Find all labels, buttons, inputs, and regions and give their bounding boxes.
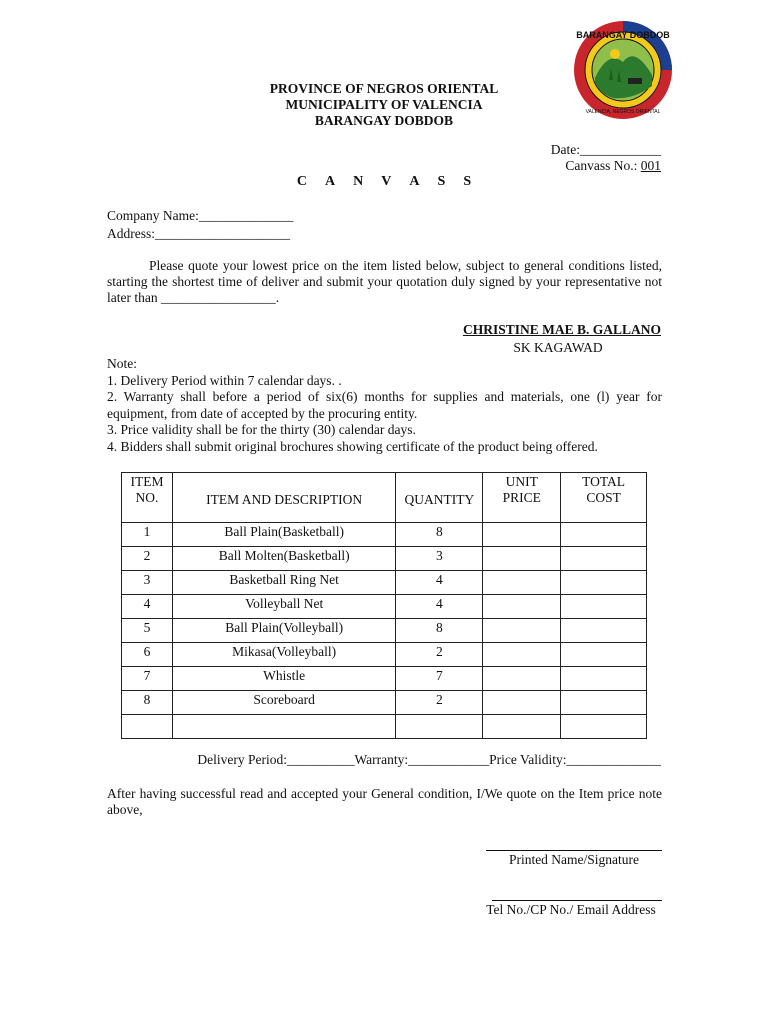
cell-no: 8 — [122, 691, 173, 715]
cell-description: Mikasa(Volleyball) — [172, 643, 395, 667]
seal-top-text: BARANGAY DOBDOB — [576, 30, 670, 40]
cell-quantity: 2 — [396, 643, 483, 667]
header-description: ITEM AND DESCRIPTION — [172, 473, 395, 523]
cell-quantity: 8 — [396, 619, 483, 643]
cell-unit-price — [483, 715, 561, 739]
cell-unit-price — [483, 595, 561, 619]
header-text: PRICE — [502, 490, 541, 505]
cell-quantity: 4 — [396, 595, 483, 619]
notes-section — [107, 356, 662, 455]
signatory-name: CHRISTINE MAE B. GALLANO — [462, 322, 661, 337]
address-field: Address:____________________ — [107, 226, 290, 241]
company-name-field: Company Name:______________ — [107, 208, 294, 223]
header-item-no — [122, 473, 173, 523]
title-letter: S — [463, 174, 472, 189]
cell-total-cost — [561, 571, 647, 595]
table-row — [122, 547, 647, 571]
cell-no — [122, 715, 173, 739]
cell-description: Ball Plain(Basketball) — [172, 523, 395, 547]
cell-unit-price — [483, 691, 561, 715]
cell-description: Whistle — [172, 667, 395, 691]
cell-description — [172, 715, 395, 739]
header-text: COST — [586, 490, 621, 505]
request-paragraph — [107, 258, 662, 306]
title-letter: V — [381, 174, 392, 189]
canvass-number — [565, 158, 661, 174]
table-row — [122, 571, 647, 595]
table-row — [122, 643, 647, 667]
contact-line — [492, 900, 662, 901]
cell-unit-price — [483, 547, 561, 571]
cell-total-cost — [561, 523, 647, 547]
header-text: NO. — [135, 490, 159, 505]
items-table — [121, 472, 647, 739]
cell-no: 5 — [122, 619, 173, 643]
date-field: Date:____________ — [550, 142, 661, 157]
cell-quantity — [396, 715, 483, 739]
canvass-number-value: 001 — [640, 158, 661, 173]
note-item: 3. Price validity shall be for the thirty (30) calendar days. — [107, 422, 416, 437]
table-header-row — [122, 473, 647, 523]
cell-quantity: 3 — [396, 547, 483, 571]
cell-unit-price — [483, 643, 561, 667]
request-text: Please quote your lowest price on the item listed below, subject to general conditions listed, starting the shortest time of deliver and submit your quotation duly signed by your representative not later than _________________. — [107, 258, 662, 305]
header-barangay: BARANGAY DOBDOB — [314, 113, 454, 128]
table-row — [122, 667, 647, 691]
header-province: PROVINCE OF NEGROS ORIENTAL — [269, 81, 499, 96]
title-letter: N — [353, 174, 364, 189]
table-row — [122, 715, 647, 739]
signatory-position: SK KAGAWAD — [513, 340, 603, 355]
cell-description: Ball Plain(Volleyball) — [172, 619, 395, 643]
table-row — [122, 523, 647, 547]
cell-quantity: 4 — [396, 571, 483, 595]
cell-quantity: 8 — [396, 523, 483, 547]
cell-description: Scoreboard — [172, 691, 395, 715]
cell-unit-price — [483, 619, 561, 643]
cell-total-cost — [561, 691, 647, 715]
table-row — [122, 619, 647, 643]
cell-description: Basketball Ring Net — [172, 571, 395, 595]
printed-name-label: Printed Name/Signature — [508, 852, 640, 867]
cell-unit-price — [483, 667, 561, 691]
notes-heading: Note: — [107, 356, 137, 371]
title-letter: A — [409, 174, 420, 189]
cell-no: 4 — [122, 595, 173, 619]
cell-total-cost — [561, 595, 647, 619]
cell-unit-price — [483, 523, 561, 547]
cell-description: Ball Molten(Basketball) — [172, 547, 395, 571]
header-municipality: MUNICIPALITY OF VALENCIA — [285, 97, 483, 112]
cell-no: 7 — [122, 667, 173, 691]
title-letter: S — [437, 174, 446, 189]
title-letter: C — [296, 174, 308, 189]
canvass-number-label: Canvass No.: — [565, 158, 641, 173]
header-quantity: QUANTITY — [396, 473, 483, 523]
seal-bottom-text: VALENCIA, NEGROS ORIENTAL — [585, 109, 661, 115]
title-letter: A — [325, 174, 336, 189]
note-item: 4. Bidders shall submit original brochures showing certificate of the product being offered. — [107, 438, 598, 454]
note-item: 2. Warranty shall before a period of six(6) months for supplies and materials, one (l) year for equipment, from date of accepted by the procuring entity. — [107, 389, 662, 421]
terms-line: Delivery Period:__________Warranty:____________Price Validity:______________ — [197, 752, 661, 767]
cell-description: Volleyball Net — [172, 595, 395, 619]
acceptance-paragraph: After having successful read and accepted your General condition, I/We quote on the Item price note above, — [107, 786, 662, 817]
cell-no: 6 — [122, 643, 173, 667]
cell-total-cost — [561, 643, 647, 667]
header-text: ITEM — [130, 474, 164, 489]
table-row — [122, 595, 647, 619]
cell-unit-price — [483, 571, 561, 595]
table-row — [122, 691, 647, 715]
cell-quantity: 7 — [396, 667, 483, 691]
cell-quantity: 2 — [396, 691, 483, 715]
header-text: TOTAL — [582, 474, 626, 489]
contact-label: Tel No./CP No./ Email Address — [486, 902, 656, 917]
header-total-cost — [561, 473, 647, 523]
cell-no: 1 — [122, 523, 173, 547]
cell-no: 2 — [122, 547, 173, 571]
cell-total-cost — [561, 547, 647, 571]
cell-no: 3 — [122, 571, 173, 595]
header-unit-price — [483, 473, 561, 523]
cell-total-cost — [561, 667, 647, 691]
header-text: UNIT — [505, 474, 538, 489]
note-item: 1. Delivery Period within 7 calendar days. . — [107, 372, 342, 388]
cell-total-cost — [561, 715, 647, 739]
signature-line — [486, 850, 662, 851]
document-title — [0, 174, 768, 190]
cell-total-cost — [561, 619, 647, 643]
